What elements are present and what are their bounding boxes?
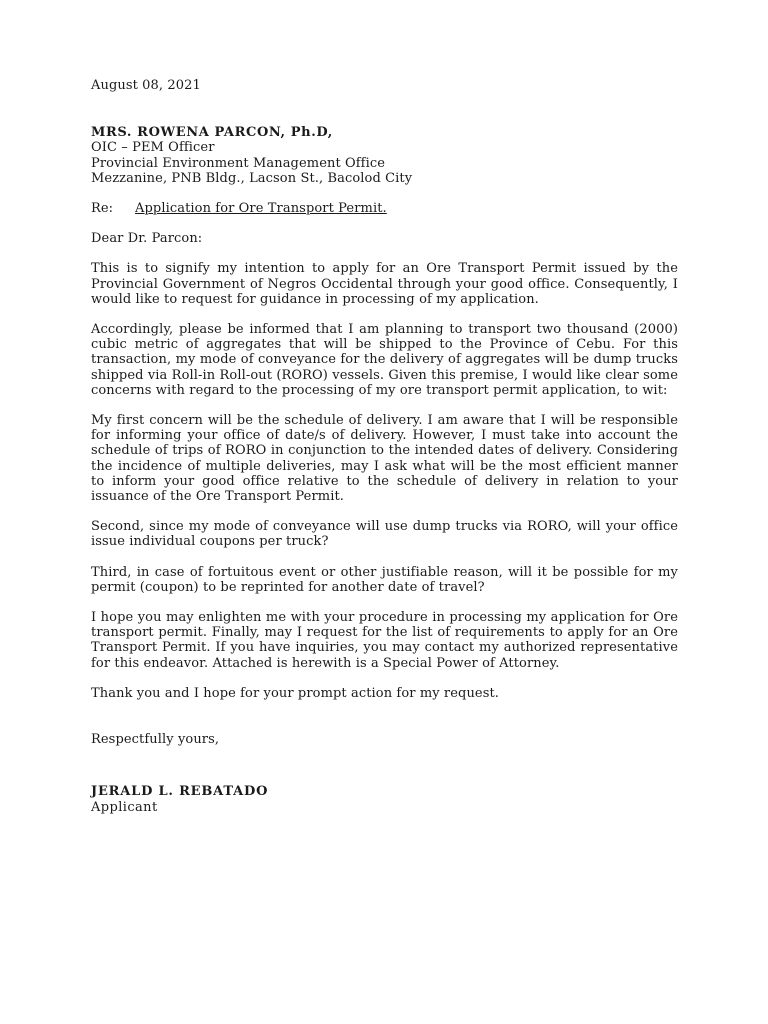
recipient-address: Mezzanine, PNB Bldg., Lacson St., Bacolod City: [91, 170, 413, 186]
body-paragraph-coupons: Second, since my mode of conveyance will use dump trucks via RORO, will your office issue individual coupons per truck?: [91, 519, 678, 550]
subject-line: [91, 201, 678, 216]
body-paragraph-intention: This is to signify my intention to apply for an Ore Transport Permit issued by the Provincial Government of Negros Occidental through your good office. Consequently, I would like to request for guidance in processing of my application.: [91, 261, 678, 307]
body-paragraph-delivery-schedule: My first concern will be the schedule of delivery. I am aware that I will be responsible for informing your office of date/s of delivery. However, I must take into account the schedule of trips of RORO in conjunction to the intended dates of delivery. Considering the incidence of multiple deliveries, may I ask what will be the most efficient manner to inform your good office relative to the schedule of delivery in relation to your issuance of the Ore Transport Permit.: [91, 413, 678, 505]
complimentary-close: Respectfully yours,: [91, 732, 220, 748]
signatory-name: JERALD L. REBATADO: [91, 784, 269, 800]
recipient-office: Provincial Environment Management Office: [91, 155, 386, 171]
body-paragraph-transport-plan: Accordingly, please be informed that I am planning to transport two thousand (2000) cubic metric of aggregates that will be shipped to the Province of Cebu. For this transaction, my mode of conveyance for the delivery of aggregates will be dump trucks shipped via Roll-in Roll-out (RORO) vessels. Given this premise, I would like clear some concerns with regard to the processing of my ore transport permit application, to wit:: [91, 322, 678, 398]
signatory-title: Applicant: [91, 799, 158, 815]
subject-text: Application for Ore Transport Permit.: [135, 201, 387, 217]
closing-line: Thank you and I hope for your prompt action for my request.: [91, 685, 500, 701]
recipient-position: OIC – PEM Officer: [91, 140, 215, 156]
letter-date: August 08, 2021: [91, 78, 201, 93]
recipient-name: MRS. ROWENA PARCON, Ph.D,: [91, 125, 333, 141]
subject-label: Re:: [91, 201, 114, 217]
body-paragraph-reprint: Third, in case of fortuitous event or other justifiable reason, will it be possible for my permit (coupon) to be reprinted for another date of travel?: [91, 564, 678, 595]
letter-page: [91, 78, 678, 815]
recipient-block: [91, 125, 678, 186]
salutation: Dear Dr. Parcon:: [91, 231, 203, 247]
body-paragraph-requirements: I hope you may enlighten me with your procedure in processing my application for Ore transport permit. Finally, may I request for the list of requirements to apply for an Ore Transport Permit. If you have inquiries, you may contact my authorized representative for this endeavor. Attached is herewith is a Special Power of Attorney.: [91, 610, 678, 671]
